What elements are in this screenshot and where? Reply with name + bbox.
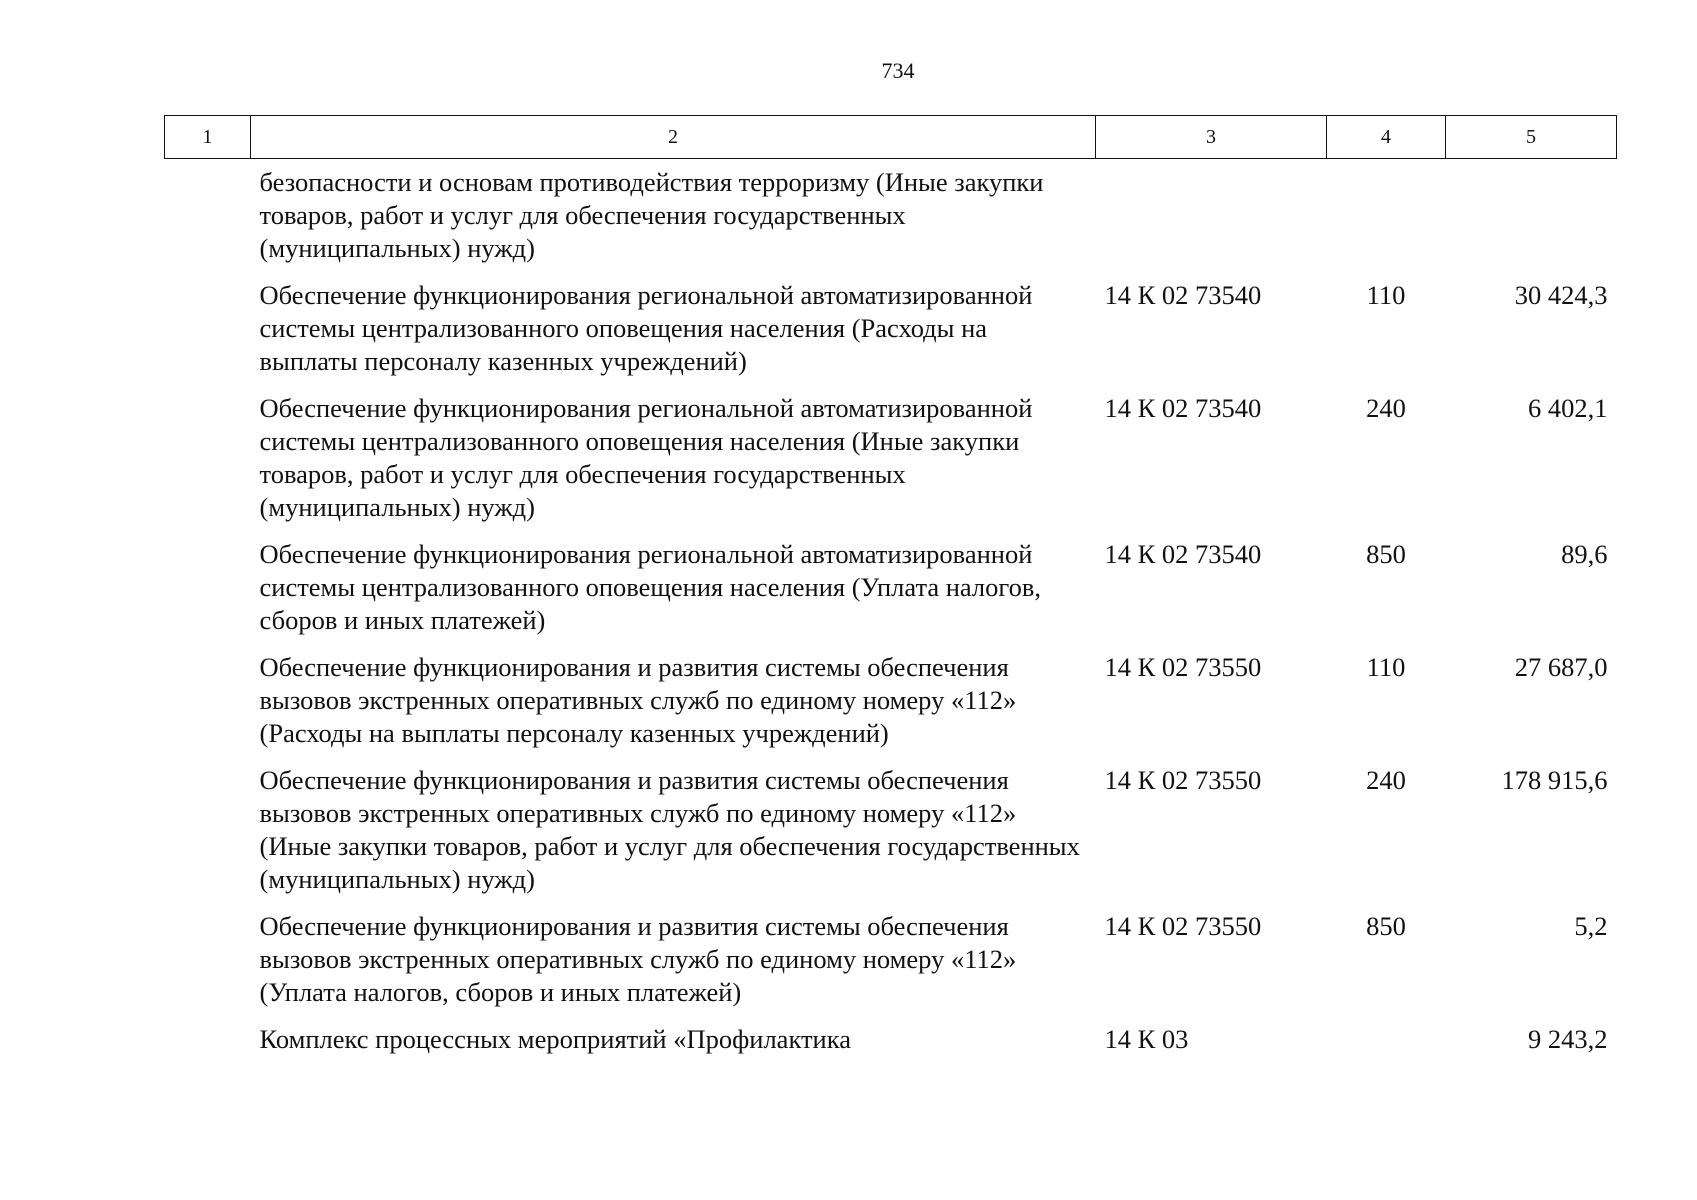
description-cell: Обеспечение функционирования и развития системы обеспечения вызовов экстренных оперативных служб по единому номеру «112» (Расходы на выплаты персоналу казенных учреждений)	[259, 652, 1017, 748]
header-col-4: 4	[1327, 116, 1446, 159]
description-cell: Обеспечение функционирования региональной автоматизированной системы централизованного оповещения населения (Уплата налогов, сборов и иных платежей)	[259, 539, 1041, 635]
description-cell: Обеспечение функционирования и развития системы обеспечения вызовов экстренных оперативных служб по единому номеру «112» (Иные закупки товаров, работ и услуг для обеспечения государственных (муниципальных) нужд)	[259, 765, 1080, 894]
expense-type-cell: 850	[1366, 539, 1406, 569]
code-cell: 14 К 03	[1104, 1024, 1189, 1054]
description-cell: Обеспечение функционирования региональной автоматизированной системы централизованного оповещения населения (Иные закупки товаров, работ и услуг для обеспечения государственных (муниципальных) нужд)	[259, 393, 1033, 522]
expense-type-cell	[1327, 1023, 1446, 1070]
amount-cell: 178 915,6	[1501, 765, 1608, 795]
code-cell: 14 К 02 73540	[1104, 280, 1262, 310]
table-row	[165, 1023, 1617, 1070]
table-header-row	[165, 116, 1617, 159]
amount-cell: 5,2	[1574, 911, 1608, 941]
code-cell: 14 К 02 73540	[1104, 393, 1262, 423]
description-cell: Обеспечение функционирования региональной автоматизированной системы централизованного оповещения населения (Расходы на выплаты персоналу казенных учреждений)	[259, 280, 1033, 376]
table-row	[165, 764, 1617, 910]
row-number-cell	[165, 651, 251, 764]
row-number-cell	[165, 538, 251, 651]
amount-cell: 9 243,2	[1528, 1024, 1608, 1054]
row-number-cell	[165, 910, 251, 1023]
table-row	[165, 392, 1617, 538]
expense-type-cell	[1327, 159, 1446, 280]
description-cell: безопасности и основам противодействия терроризму (Иные закупки товаров, работ и услуг для обеспечения государственных (муниципальных) нужд)	[259, 167, 1044, 263]
table-row	[165, 279, 1617, 392]
code-cell: 14 К 02 73550	[1104, 652, 1262, 682]
expense-type-cell: 240	[1366, 393, 1406, 423]
description-cell: Комплекс процессных мероприятий «Профилактика	[259, 1024, 851, 1054]
amount-cell: 6 402,1	[1528, 393, 1608, 423]
budget-table-container	[164, 115, 1616, 1070]
row-number-cell	[165, 392, 251, 538]
header-col-2: 2	[251, 116, 1096, 159]
description-cell: Обеспечение функционирования и развития системы обеспечения вызовов экстренных оперативных служб по единому номеру «112» (Уплата налогов, сборов и иных платежей)	[259, 911, 1017, 1007]
table-row	[165, 910, 1617, 1023]
expense-type-cell: 110	[1366, 652, 1406, 682]
page-number: 734	[881, 58, 915, 83]
row-number-cell	[165, 1023, 251, 1070]
amount-cell: 30 424,3	[1514, 280, 1608, 310]
budget-table	[164, 115, 1617, 1070]
table-row	[165, 538, 1617, 651]
header-col-1: 1	[165, 116, 251, 159]
header-col-3: 3	[1096, 116, 1327, 159]
row-number-cell	[165, 279, 251, 392]
row-number-cell	[165, 764, 251, 910]
expense-type-cell: 110	[1366, 280, 1406, 310]
code-cell: 14 К 02 73540	[1104, 539, 1262, 569]
code-cell	[1096, 159, 1327, 280]
table-row	[165, 651, 1617, 764]
expense-type-cell: 240	[1366, 765, 1406, 795]
code-cell: 14 К 02 73550	[1104, 765, 1262, 795]
code-cell: 14 К 02 73550	[1104, 911, 1262, 941]
amount-cell	[1446, 159, 1617, 280]
amount-cell: 89,6	[1561, 539, 1608, 569]
expense-type-cell: 850	[1366, 911, 1406, 941]
amount-cell: 27 687,0	[1514, 652, 1608, 682]
header-col-5: 5	[1446, 116, 1617, 159]
row-number-cell	[165, 159, 251, 280]
table-row	[165, 159, 1617, 280]
